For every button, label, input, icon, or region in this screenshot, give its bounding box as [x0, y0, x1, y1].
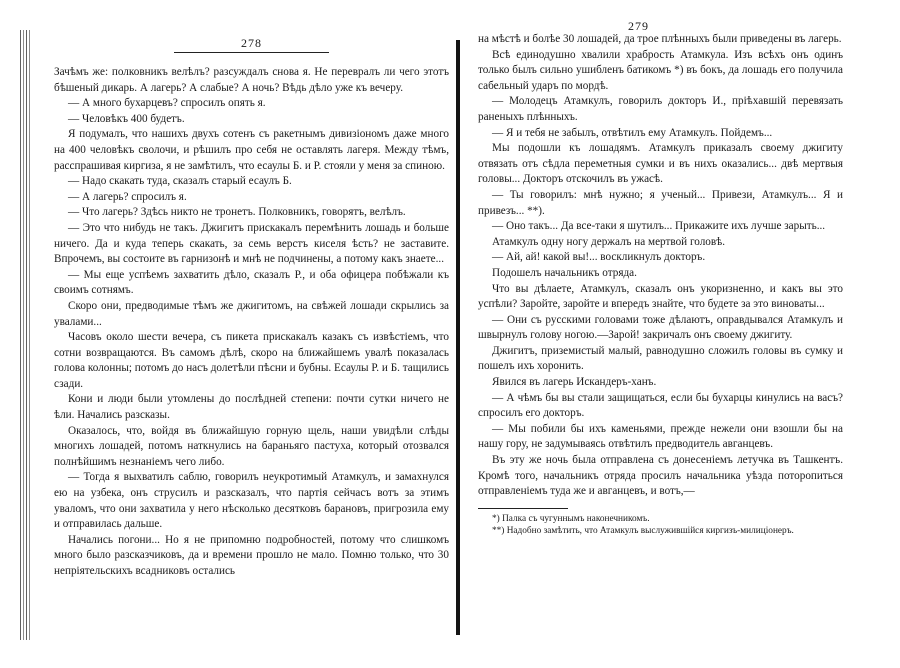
right-page [478, 22, 843, 537]
paragraph: — Ты говорилъ: мнѣ нужно; я ученый... Привези, Атамкулъ... Я и привезъ... **). [478, 188, 843, 217]
footnote: **) Надобно замѣтить, что Атамкулъ выслужившійся киргизъ-милиціонеръ. [492, 525, 794, 536]
paragraph: Зачѣмъ же: полковникъ велѣлъ? разсуждалъ снова я. Не перевралъ ли чего этотъ бѣшеный дикарь. А лагерь? А слабые? А ночь? Вѣдь дѣло уже къ вечеру. [54, 66, 449, 94]
paragraph: — Оно такъ... Да все-таки я шутилъ... Прикажите ихъ лучше зарыть... [492, 220, 826, 233]
book-gutter [456, 40, 460, 635]
paragraph: Мы подошли къ лошадямъ. Атамкулъ приказалъ своему джигиту отвязать отъ сѣдла переметныя сумки и въ нихъ оказались... двѣ мертвыя головы... Докторъ отскочилъ въ ужасѣ. [478, 142, 843, 186]
book-spine-edge [20, 30, 32, 640]
paragraph: Подошелъ начальникъ отряда. [492, 266, 637, 279]
paragraph: Оказалось, что, войдя въ ближайшую горную щель, наши увидѣли слѣды многихъ лошадей, потомъ наткнулись на бараньяго пастуха, который отозвался полнѣйшимъ незнаніемъ чего либо. [54, 424, 449, 468]
page-number: 279 [628, 22, 649, 32]
footnote-rule [478, 508, 568, 509]
paragraph: — А много бухарцевъ? спросилъ опять я. [68, 97, 266, 110]
paragraph: — Мы побили бы ихъ каменьями, прежде нежели они взошли бы на нашу гору, не задумываясь отвѣтилъ предводитель авганцевъ. [478, 422, 843, 451]
paragraph: Часовъ около шести вечера, съ пикета прискакалъ казакъ съ извѣстіемъ, что сотни возвращаются. Въ самомъ дѣлѣ, скоро на ближайшемъ увалѣ показалась голова колонны; потомъ до насъ долетѣли пѣсни и бубны. Есаулы Р. и Б. тащились сзади. [54, 331, 449, 390]
left-page [54, 34, 449, 580]
paragraph: Кони и люди были утомлены до послѣдней степени: почти сутки ничего не ѣли. Начались разсказы. [54, 393, 449, 422]
paragraph: — Надо скакать туда, сказалъ старый есаулъ Б. [68, 175, 292, 188]
paragraph: Я подумалъ, что нашихъ двухъ сотенъ съ ракетнымъ дивизіономъ даже много на 400 человѣкъ сволочи, и рѣшилъ про себя не оставлять лагеря. Между тѣмъ, расспрашивая киргиза, я не замѣтилъ, что есаулы Б. и Р. стояли у меня за спиною. [54, 128, 449, 172]
paragraph: — Это что нибудь не такъ. Джигитъ прискакалъ перемѣнить лошадь и больше ничего. Да и куда теперь скакать, за семь верстъ киселя ѣсть? не заставите. Впрочемъ, вы состоите въ гарнизонѣ и мнѣ не подчинены, а потому какъ знаете... [54, 221, 449, 266]
paragraph: Джигитъ, приземистый малый, равнодушно сложилъ головы въ сумку и пошелъ ихъ хоронить. [478, 344, 843, 373]
paragraph: — Молодецъ Атамкулъ, говорилъ докторъ И., пріѣхавшій перевязать раненыхъ плѣнныхъ. [478, 95, 843, 123]
paragraph: — Мы еще успѣемъ захватить дѣло, сказалъ Р., и оба офицера побѣжали къ своимъ сотнямъ. [54, 268, 449, 297]
page-number: 278 [241, 36, 262, 50]
paragraph: — Ай, ай! какой вы!... воскликнулъ докторъ. [492, 251, 706, 264]
paragraph: Всѣ единодушно хвалили храбрость Атамкула. Изъ всѣхъ онъ одинъ только былъ сильно ушибленъ батикомъ *) въ бокъ, да лошадь его получила сабельный ударъ по мордѣ. [478, 48, 843, 92]
paragraph: Атамкулъ одну ногу держалъ на мертвой головѣ. [492, 235, 726, 248]
paragraph: Явился въ лагерь Искандеръ-ханъ. [492, 376, 657, 389]
paragraph: — А чѣмъ бы вы стали защищаться, если бы бухарцы кинулись на васъ? спросилъ его докторъ. [478, 391, 843, 420]
paragraph: — Тогда я выхватилъ саблю, говорилъ неукротимый Атамкулъ, и замахнулся ею на узбека, онъ струсилъ и разсказалъ, что партія сейчасъ вотъ за этимъ уваломъ, что они захватила у него нѣсколько десятковъ барановъ, пригрозила ему и отправилась дальше. [54, 471, 449, 531]
paragraph: Что вы дѣлаете, Атамкулъ, сказалъ онъ укоризненно, и какъ вы это успѣли? Заройте, заройте и впередъ знайте, что будете за это виноваты... [478, 282, 843, 311]
paragraph: Начались погони... Но я не припомню подробностей, потому что слишкомъ много было разсказчиковъ, да и времени прошло не мало. Помню только, что 30 непріятельскихъ всадниковъ остались [54, 533, 449, 577]
paragraph: — Что лагерь? Здѣсь никто не тронетъ. Полковникъ, говорятъ, велѣлъ. [68, 206, 406, 219]
footnote: *) Палка съ чугуннымъ наконечникомъ. [492, 513, 650, 524]
paragraph: Въ эту же ночь была отправлена съ донесеніемъ летучка въ Ташкентъ. Кромѣ того, начальникъ отряда просилъ начальника уѣзда поторопиться отправленіемъ туда же и авганцевъ, и вотъ,— [478, 454, 843, 498]
paragraph: — Они съ русскими головами тоже дѣлаютъ, оправдывался Атамкулъ и швырнулъ голову ногою.—Зарой! закричалъ онъ своему джигиту. [478, 313, 843, 342]
paragraph: Скоро они, предводимые тѣмъ же джигитомъ, на свѣжей лошади скрылись за увалами... [54, 299, 449, 328]
header-rule [174, 52, 329, 53]
paragraph: — А лагерь? спросилъ я. [68, 190, 187, 203]
paragraph: — Человѣкъ 400 будетъ. [68, 112, 185, 125]
paragraph: — Я и тебя не забылъ, отвѣтилъ ему Атамкулъ. Пойдемъ... [492, 126, 773, 139]
paragraph: на мѣстѣ и болѣе 30 лошадей, да трое плѣнныхъ были приведены въ лагерь. [478, 33, 842, 45]
